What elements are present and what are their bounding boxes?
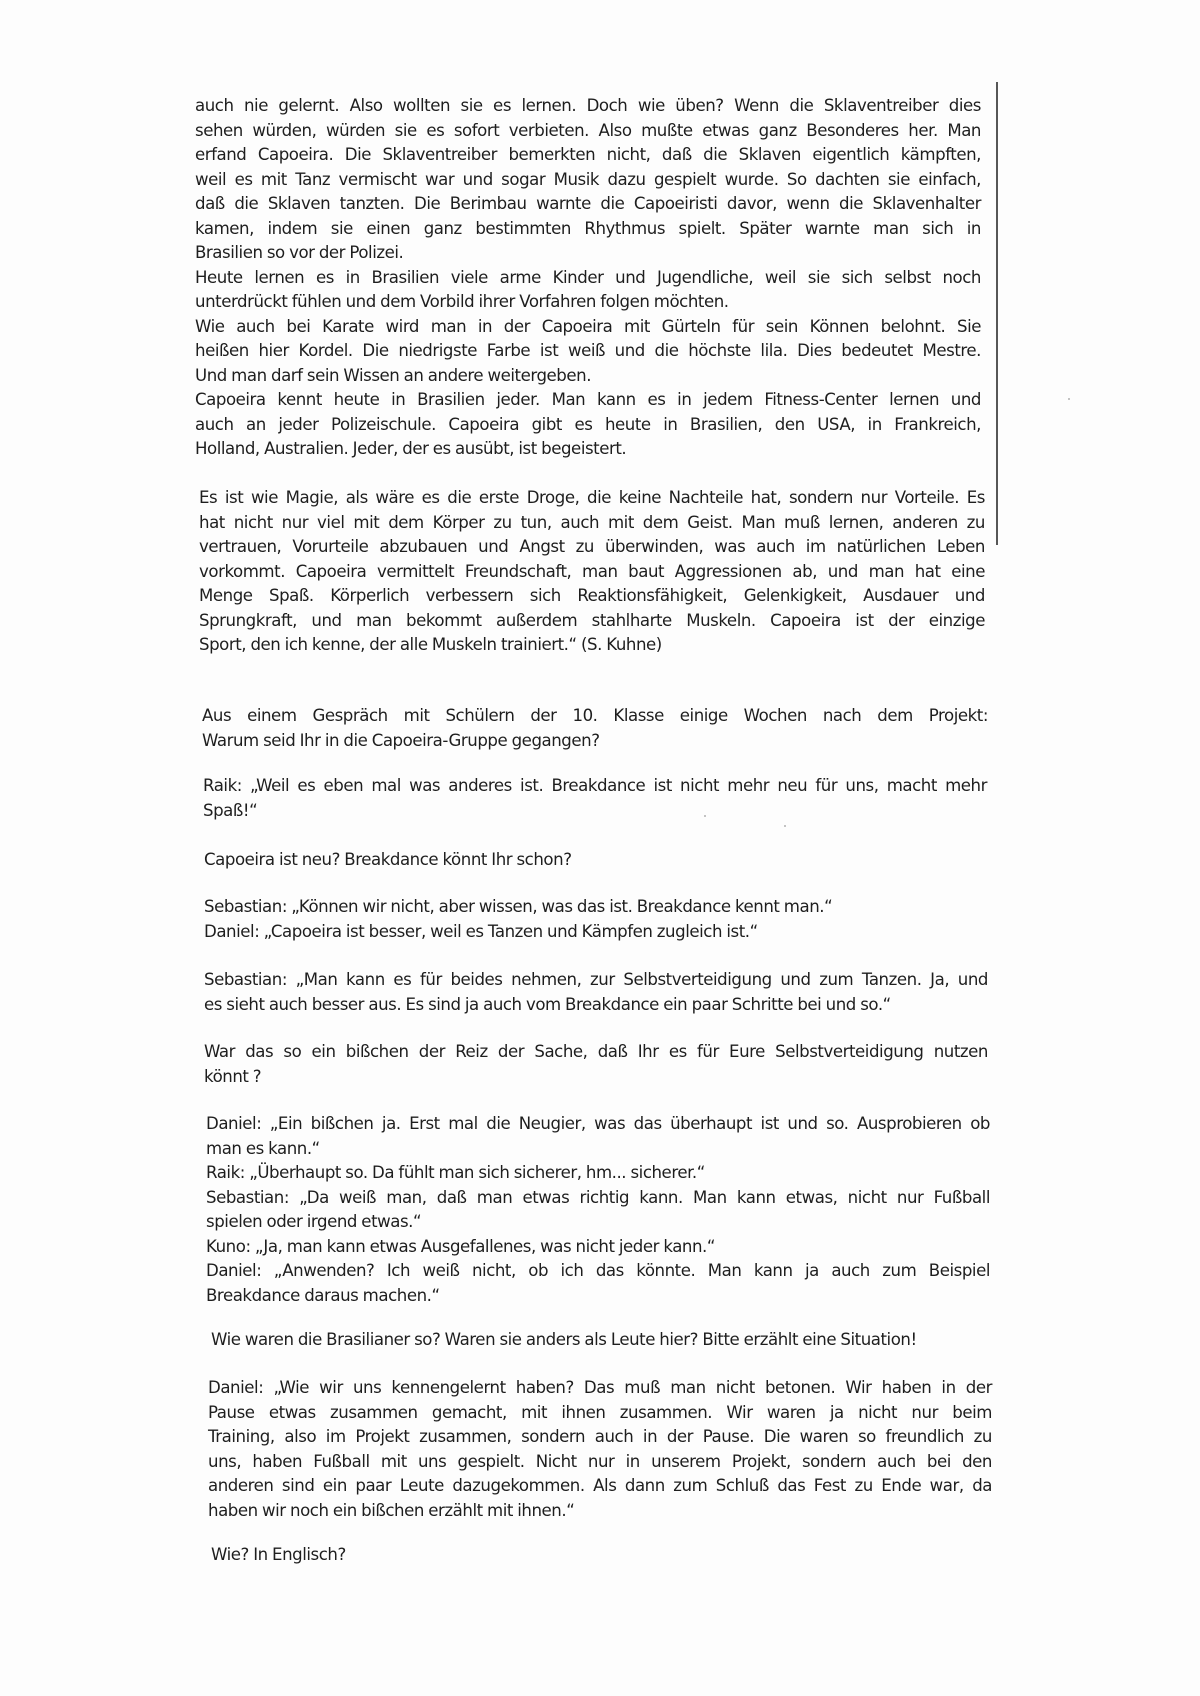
question-4	[211, 1328, 995, 1353]
text-line: Daniel: „Capoeira ist besser, weil es Tanzen und Kämpfen zugleich ist.“	[204, 921, 758, 941]
text-line: Sebastian: „Können wir nicht, aber wissen, was das ist. Breakdance kennt man.“	[204, 897, 833, 916]
text-line: Heute lernen es in Brasilien viele arme Kinder und Jugendliche, weil sie sich selbst noch	[195, 267, 981, 287]
text-line: Raik: „Überhaupt so. Da fühlt man sich sicherer, hm... sicherer.“	[206, 1163, 705, 1182]
text-line: hat nicht nur viel mit dem Körper zu tun, auch mit dem Geist. Man muß lernen, anderen zu	[199, 512, 985, 532]
text-line: Warum seid Ihr in die Capoeira-Gruppe gegangen?	[202, 730, 600, 750]
text-line: Wie? In Englisch?	[211, 1545, 346, 1564]
text-line: Und man darf sein Wissen an andere weitergeben.	[195, 365, 592, 385]
answer-raik-1	[203, 774, 987, 823]
text-line: man es kann.“	[206, 1138, 320, 1158]
text-line: Menge Spaß. Körperlich verbessern sich Reaktionsfähigkeit, Gelenkigkeit, Ausdauer und	[199, 586, 985, 605]
section-history	[195, 94, 981, 462]
text-line: heißen hier Kordel. Die niedrigste Farbe ist weiß und die höchste lila. Dies bedeutet Mestre.	[195, 341, 981, 360]
text-line: Es ist wie Magie, als wäre es die erste Droge, die keine Nachteile hat, sondern nur Vorteile. Es	[199, 488, 985, 507]
text-line: Daniel: „Ein bißchen ja. Erst mal die Neugier, was das überhaupt ist und so. Ausprobieren ob	[206, 1114, 990, 1133]
text-line: Pause etwas zusammen gemacht, mit ihnen zusammen. Wir waren ja nicht nur beim	[208, 1402, 992, 1422]
text-line: Sprungkraft, und man bekommt außerdem stahlharte Muskeln. Capoeira ist der einzige	[199, 610, 985, 630]
text-line: auch nie gelernt. Also wollten sie es lernen. Doch wie üben? Wenn die Sklaventreiber dies	[195, 96, 981, 115]
text-line: auch an jeder Polizeischule. Capoeira gibt es heute in Brasilien, den USA, in Frankreich,	[195, 414, 981, 434]
text-line: vorkommt. Capoeira vermittelt Freundschaft, man baut Aggressionen ab, und man hat eine	[199, 561, 985, 581]
text-line: sehen würden, würden sie es sofort verbieten. Also mußte etwas ganz Besonderes her. Man	[195, 120, 981, 140]
text-line: Sebastian: „Man kann es für beides nehmen, zur Selbstverteidigung und zum Tanzen. Ja, und	[204, 970, 988, 989]
text-line: Brasilien so vor der Polizei.	[195, 243, 404, 262]
text-line: Raik: „Weil es eben mal was anderes ist. Breakdance ist nicht mehr neu für uns, macht mehr	[203, 776, 987, 795]
text-line: Capoeira ist neu? Breakdance könnt Ihr schon?	[204, 850, 572, 869]
scan-speck	[1068, 398, 1070, 400]
text-line: Wie waren die Brasilianer so? Waren sie anders als Leute hier? Bitte erzählt eine Situation!	[211, 1330, 917, 1349]
text-line: Daniel: „Wie wir uns kennengelernt haben? Das muß man nicht betonen. Wir haben in der	[208, 1378, 992, 1397]
text-line: spielen oder irgend etwas.“	[206, 1212, 422, 1231]
text-line: erfand Capoeira. Die Sklaventreiber bemerkten nicht, daß die Sklaven eigentlich kämpften,	[195, 145, 981, 164]
scan-speck	[784, 825, 786, 827]
text-line: War das so ein bißchen der Reiz der Sache, daß Ihr es für Eure Selbstverteidigung nutzen	[204, 1042, 988, 1061]
text-line: es sieht auch besser aus. Es sind ja auch vom Breakdance ein paar Schritte bei und so.“	[204, 994, 891, 1014]
answer-daniel-4	[208, 1376, 992, 1523]
text-line: Wie auch bei Karate wird man in der Capoeira mit Gürteln für sein Können belohnt. Sie	[195, 316, 981, 336]
text-line: Capoeira kennt heute in Brasilien jeder. Man kann es in jedem Fitness-Center lernen und	[195, 390, 981, 409]
question-5	[211, 1543, 995, 1568]
text-line: haben wir noch ein bißchen erzählt mit ihnen.“	[208, 1500, 575, 1520]
answer-sebastian-2	[204, 968, 988, 1017]
margin-rule	[996, 82, 998, 545]
text-line: kamen, indem sie einen ganz bestimmten Rhythmus spielt. Später warnte man sich in	[195, 218, 981, 238]
text-line: vertrauen, Vorurteile abzubauen und Angst zu überwinden, was auch im natürlichen Leben	[199, 537, 985, 556]
text-line: Aus einem Gespräch mit Schülern der 10. Klasse einige Wochen nach dem Projekt:	[202, 706, 988, 725]
interview-intro	[202, 704, 988, 753]
text-line: Holland, Australien. Jeder, der es ausübt, ist begeistert.	[195, 439, 627, 458]
text-line: Breakdance daraus machen.“	[206, 1285, 440, 1305]
text-line: uns, haben Fußball mit uns gespielt. Nicht nur in unserem Projekt, sondern auch bei den	[208, 1451, 992, 1471]
question-3	[204, 1040, 988, 1089]
text-line: Kuno: „Ja, man kann etwas Ausgefallenes, was nicht jeder kann.“	[206, 1236, 716, 1256]
text-line: unterdrückt fühlen und dem Vorbild ihrer Vorfahren folgen möchten.	[195, 292, 729, 311]
text-line: daß die Sklaven tanzten. Die Berimbau warnte die Capoeiristi davor, wenn die Sklavenhalter	[195, 194, 981, 213]
text-line: Training, also im Projekt zusammen, sondern auch in der Pause. Die waren so freundlich zu	[208, 1427, 992, 1446]
text-line: Sport, den ich kenne, der alle Muskeln trainiert.“ (S. Kuhne)	[199, 635, 662, 654]
section-quote	[199, 486, 985, 658]
question-2	[204, 848, 988, 873]
text-line: Daniel: „Anwenden? Ich weiß nicht, ob ich das könnte. Man kann ja auch zum Beispiel	[206, 1261, 990, 1280]
text-line: Sebastian: „Da weiß man, daß man etwas richtig kann. Man kann etwas, nicht nur Fußball	[206, 1187, 990, 1207]
answers-2	[204, 895, 988, 944]
text-line: Spaß!“	[203, 800, 258, 820]
text-line: anderen sind ein paar Leute dazugekommen. Als dann zum Schluß das Fest zu Ende war, da	[208, 1476, 992, 1495]
text-line: weil es mit Tanz vermischt war und sogar Musik dazu gespielt wurde. So dachten sie einfach,	[195, 169, 981, 189]
answers-3	[206, 1112, 990, 1308]
text-line: könnt ?	[204, 1066, 262, 1086]
